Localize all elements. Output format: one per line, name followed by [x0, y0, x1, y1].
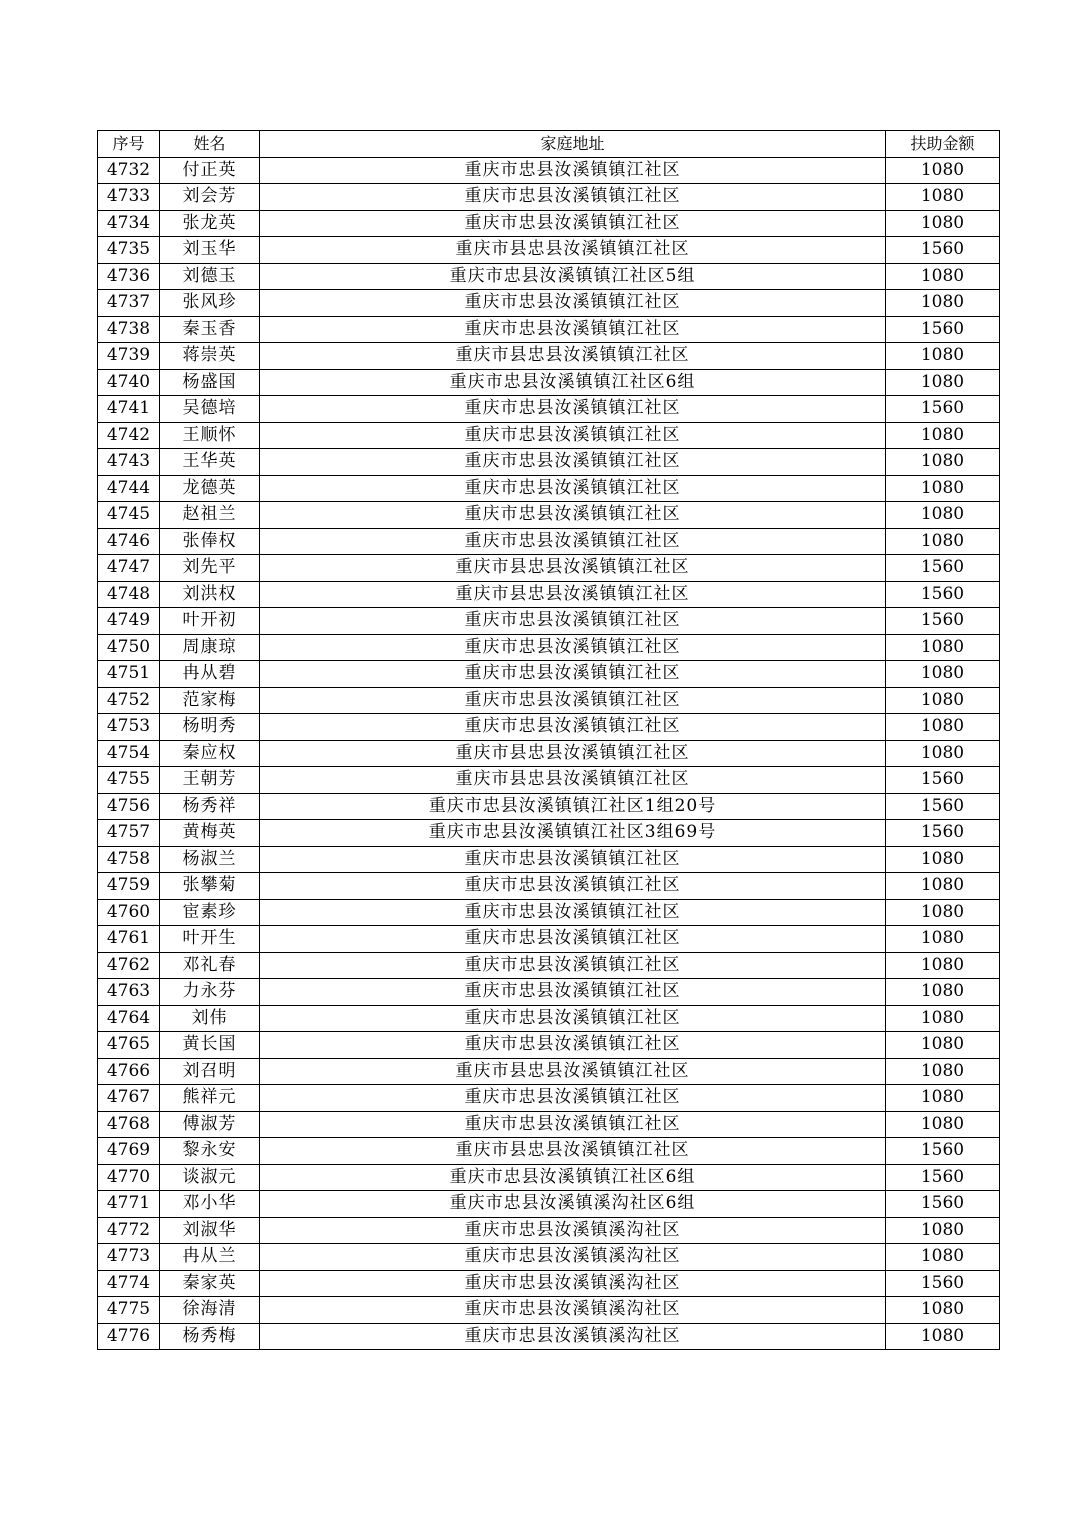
serial-number-cell: 4739 — [98, 343, 160, 370]
address-cell: 重庆市忠县汝溪镇溪沟社区 — [260, 1270, 886, 1297]
address-cell: 重庆市忠县汝溪镇镇江社区5组 — [260, 263, 886, 290]
serial-number-cell: 4773 — [98, 1244, 160, 1271]
serial-number-cell: 4749 — [98, 608, 160, 635]
address-cell: 重庆市忠县汝溪镇镇江社区3组69号 — [260, 820, 886, 847]
table-row — [98, 846, 1000, 873]
amount-cell: 1080 — [886, 475, 1000, 502]
amount-cell: 1080 — [886, 1297, 1000, 1324]
table-row — [98, 475, 1000, 502]
name-cell: 秦家英 — [160, 1270, 260, 1297]
address-cell: 重庆市忠县汝溪镇镇江社区 — [260, 184, 886, 211]
table-row — [98, 396, 1000, 423]
serial-number-cell: 4757 — [98, 820, 160, 847]
name-cell: 冉从兰 — [160, 1244, 260, 1271]
name-cell: 刘会芳 — [160, 184, 260, 211]
amount-cell: 1080 — [886, 873, 1000, 900]
address-cell: 重庆市县忠县汝溪镇镇江社区 — [260, 740, 886, 767]
serial-number-cell: 4747 — [98, 555, 160, 582]
amount-cell: 1560 — [886, 1270, 1000, 1297]
table-row — [98, 793, 1000, 820]
serial-number-cell: 4753 — [98, 714, 160, 741]
name-cell: 秦玉香 — [160, 316, 260, 343]
table-row — [98, 608, 1000, 635]
name-cell: 付正英 — [160, 157, 260, 184]
amount-cell: 1080 — [886, 634, 1000, 661]
amount-cell: 1080 — [886, 1032, 1000, 1059]
serial-number-cell: 4733 — [98, 184, 160, 211]
amount-cell: 1080 — [886, 1111, 1000, 1138]
table-row — [98, 767, 1000, 794]
amount-cell: 1080 — [886, 502, 1000, 529]
table-row — [98, 1217, 1000, 1244]
name-cell: 刘召明 — [160, 1058, 260, 1085]
amount-cell: 1080 — [886, 263, 1000, 290]
serial-number-cell: 4750 — [98, 634, 160, 661]
name-cell: 谈淑元 — [160, 1164, 260, 1191]
serial-number-cell: 4768 — [98, 1111, 160, 1138]
serial-number-cell: 4775 — [98, 1297, 160, 1324]
amount-cell: 1080 — [886, 1085, 1000, 1112]
serial-number-cell: 4767 — [98, 1085, 160, 1112]
serial-number-cell: 4740 — [98, 369, 160, 396]
serial-number-cell: 4752 — [98, 687, 160, 714]
amount-cell: 1080 — [886, 899, 1000, 926]
address-cell: 重庆市忠县汝溪镇镇江社区 — [260, 157, 886, 184]
amount-cell: 1080 — [886, 422, 1000, 449]
table-row — [98, 1191, 1000, 1218]
name-cell: 张攀菊 — [160, 873, 260, 900]
table-row — [98, 369, 1000, 396]
table-row — [98, 714, 1000, 741]
serial-number-cell: 4762 — [98, 952, 160, 979]
table-row — [98, 1032, 1000, 1059]
amount-cell: 1080 — [886, 1244, 1000, 1271]
name-cell: 蒋崇英 — [160, 343, 260, 370]
table-row — [98, 820, 1000, 847]
address-cell: 重庆市忠县汝溪镇镇江社区 — [260, 449, 886, 476]
serial-number-cell: 4743 — [98, 449, 160, 476]
address-cell: 重庆市忠县汝溪镇溪沟社区 — [260, 1323, 886, 1350]
serial-number-cell: 4746 — [98, 528, 160, 555]
assistance-roster-table — [97, 130, 1000, 1350]
name-cell: 王顺怀 — [160, 422, 260, 449]
amount-cell: 1560 — [886, 793, 1000, 820]
name-cell: 叶开生 — [160, 926, 260, 953]
amount-cell: 1080 — [886, 210, 1000, 237]
table-row — [98, 926, 1000, 953]
address-cell: 重庆市忠县汝溪镇镇江社区 — [260, 475, 886, 502]
table-row — [98, 1058, 1000, 1085]
table-row — [98, 1111, 1000, 1138]
name-cell: 熊祥元 — [160, 1085, 260, 1112]
name-cell: 龙德英 — [160, 475, 260, 502]
amount-cell: 1560 — [886, 767, 1000, 794]
table-row — [98, 1085, 1000, 1112]
address-cell: 重庆市忠县汝溪镇溪沟社区 — [260, 1244, 886, 1271]
table-row — [98, 502, 1000, 529]
name-cell: 张风珍 — [160, 290, 260, 317]
name-cell: 宦素珍 — [160, 899, 260, 926]
address-cell: 重庆市忠县汝溪镇镇江社区 — [260, 634, 886, 661]
address-cell: 重庆市忠县汝溪镇镇江社区 — [260, 422, 886, 449]
table-row — [98, 316, 1000, 343]
serial-number-cell: 4732 — [98, 157, 160, 184]
name-cell: 杨明秀 — [160, 714, 260, 741]
address-cell: 重庆市忠县汝溪镇镇江社区 — [260, 528, 886, 555]
name-cell: 黄梅英 — [160, 820, 260, 847]
name-cell: 邓小华 — [160, 1191, 260, 1218]
amount-cell: 1080 — [886, 979, 1000, 1006]
table-row — [98, 157, 1000, 184]
address-cell: 重庆市忠县汝溪镇镇江社区 — [260, 1085, 886, 1112]
table-row — [98, 952, 1000, 979]
table-row — [98, 237, 1000, 264]
address-cell: 重庆市县忠县汝溪镇镇江社区 — [260, 1138, 886, 1165]
amount-cell: 1080 — [886, 184, 1000, 211]
amount-cell: 1080 — [886, 369, 1000, 396]
amount-cell: 1080 — [886, 1005, 1000, 1032]
address-cell: 重庆市忠县汝溪镇镇江社区 — [260, 502, 886, 529]
serial-number-cell: 4751 — [98, 661, 160, 688]
name-cell: 张龙英 — [160, 210, 260, 237]
amount-cell: 1560 — [886, 820, 1000, 847]
table-row — [98, 581, 1000, 608]
serial-number-cell: 4734 — [98, 210, 160, 237]
address-cell: 重庆市县忠县汝溪镇镇江社区 — [260, 581, 886, 608]
header-assistance-amount: 扶助金额 — [886, 131, 1000, 158]
amount-cell: 1560 — [886, 555, 1000, 582]
name-cell: 力永芬 — [160, 979, 260, 1006]
serial-number-cell: 4774 — [98, 1270, 160, 1297]
name-cell: 周康琼 — [160, 634, 260, 661]
amount-cell: 1080 — [886, 343, 1000, 370]
table-row — [98, 979, 1000, 1006]
serial-number-cell: 4742 — [98, 422, 160, 449]
name-cell: 刘德玉 — [160, 263, 260, 290]
serial-number-cell: 4748 — [98, 581, 160, 608]
amount-cell: 1560 — [886, 581, 1000, 608]
table-row — [98, 740, 1000, 767]
table-row — [98, 290, 1000, 317]
address-cell: 重庆市忠县汝溪镇镇江社区 — [260, 926, 886, 953]
name-cell: 秦应权 — [160, 740, 260, 767]
table-row — [98, 634, 1000, 661]
name-cell: 刘玉华 — [160, 237, 260, 264]
serial-number-cell: 4759 — [98, 873, 160, 900]
amount-cell: 1080 — [886, 290, 1000, 317]
address-cell: 重庆市忠县汝溪镇镇江社区 — [260, 396, 886, 423]
table-body — [98, 157, 1000, 1350]
serial-number-cell: 4754 — [98, 740, 160, 767]
address-cell: 重庆市县忠县汝溪镇镇江社区 — [260, 343, 886, 370]
name-cell: 杨淑兰 — [160, 846, 260, 873]
name-cell: 黄长国 — [160, 1032, 260, 1059]
table-row — [98, 343, 1000, 370]
name-cell: 杨秀梅 — [160, 1323, 260, 1350]
amount-cell: 1080 — [886, 714, 1000, 741]
address-cell: 重庆市忠县汝溪镇镇江社区 — [260, 979, 886, 1006]
serial-number-cell: 4772 — [98, 1217, 160, 1244]
name-cell: 刘洪权 — [160, 581, 260, 608]
table-row — [98, 422, 1000, 449]
name-cell: 叶开初 — [160, 608, 260, 635]
serial-number-cell: 4756 — [98, 793, 160, 820]
table-row — [98, 263, 1000, 290]
name-cell: 黎永安 — [160, 1138, 260, 1165]
name-cell: 杨盛国 — [160, 369, 260, 396]
address-cell: 重庆市忠县汝溪镇镇江社区 — [260, 952, 886, 979]
table-row — [98, 1297, 1000, 1324]
amount-cell: 1560 — [886, 237, 1000, 264]
address-cell: 重庆市忠县汝溪镇溪沟社区 — [260, 1297, 886, 1324]
table-row — [98, 687, 1000, 714]
table-row — [98, 1138, 1000, 1165]
header-serial-number: 序号 — [98, 131, 160, 158]
amount-cell: 1080 — [886, 449, 1000, 476]
serial-number-cell: 4769 — [98, 1138, 160, 1165]
name-cell: 邓礼春 — [160, 952, 260, 979]
name-cell: 张俸权 — [160, 528, 260, 555]
address-cell: 重庆市忠县汝溪镇镇江社区 — [260, 316, 886, 343]
table-row — [98, 873, 1000, 900]
amount-cell: 1560 — [886, 1138, 1000, 1165]
amount-cell: 1080 — [886, 1217, 1000, 1244]
amount-cell: 1080 — [886, 952, 1000, 979]
serial-number-cell: 4741 — [98, 396, 160, 423]
table-row — [98, 1005, 1000, 1032]
address-cell: 重庆市忠县汝溪镇镇江社区 — [260, 899, 886, 926]
address-cell: 重庆市县忠县汝溪镇镇江社区 — [260, 767, 886, 794]
serial-number-cell: 4744 — [98, 475, 160, 502]
name-cell: 王朝芳 — [160, 767, 260, 794]
name-cell: 刘伟 — [160, 1005, 260, 1032]
address-cell: 重庆市忠县汝溪镇镇江社区 — [260, 714, 886, 741]
address-cell: 重庆市忠县汝溪镇镇江社区 — [260, 1111, 886, 1138]
name-cell: 傅淑芳 — [160, 1111, 260, 1138]
table-row — [98, 1244, 1000, 1271]
serial-number-cell: 4766 — [98, 1058, 160, 1085]
amount-cell: 1560 — [886, 316, 1000, 343]
serial-number-cell: 4771 — [98, 1191, 160, 1218]
serial-number-cell: 4761 — [98, 926, 160, 953]
name-cell: 吴德培 — [160, 396, 260, 423]
amount-cell: 1080 — [886, 661, 1000, 688]
amount-cell: 1560 — [886, 1191, 1000, 1218]
address-cell: 重庆市忠县汝溪镇镇江社区 — [260, 210, 886, 237]
address-cell: 重庆市忠县汝溪镇镇江社区 — [260, 873, 886, 900]
amount-cell: 1080 — [886, 740, 1000, 767]
name-cell: 冉从碧 — [160, 661, 260, 688]
amount-cell: 1080 — [886, 157, 1000, 184]
address-cell: 重庆市忠县汝溪镇镇江社区 — [260, 687, 886, 714]
address-cell: 重庆市忠县汝溪镇镇江社区6组 — [260, 369, 886, 396]
serial-number-cell: 4760 — [98, 899, 160, 926]
header-name: 姓名 — [160, 131, 260, 158]
name-cell: 刘淑华 — [160, 1217, 260, 1244]
serial-number-cell: 4735 — [98, 237, 160, 264]
amount-cell: 1080 — [886, 926, 1000, 953]
name-cell: 范家梅 — [160, 687, 260, 714]
table-row — [98, 528, 1000, 555]
amount-cell: 1080 — [886, 846, 1000, 873]
table-row — [98, 899, 1000, 926]
address-cell: 重庆市忠县汝溪镇镇江社区 — [260, 290, 886, 317]
address-cell: 重庆市忠县汝溪镇镇江社区1组20号 — [260, 793, 886, 820]
table-row — [98, 1323, 1000, 1350]
address-cell: 重庆市忠县汝溪镇镇江社区 — [260, 608, 886, 635]
table-row — [98, 1270, 1000, 1297]
header-row — [98, 131, 1000, 158]
name-cell: 徐海清 — [160, 1297, 260, 1324]
amount-cell: 1560 — [886, 608, 1000, 635]
serial-number-cell: 4758 — [98, 846, 160, 873]
table-row — [98, 555, 1000, 582]
table-row — [98, 449, 1000, 476]
serial-number-cell: 4776 — [98, 1323, 160, 1350]
header-home-address: 家庭地址 — [260, 131, 886, 158]
amount-cell: 1080 — [886, 528, 1000, 555]
amount-cell: 1560 — [886, 1164, 1000, 1191]
address-cell: 重庆市县忠县汝溪镇镇江社区 — [260, 237, 886, 264]
table-row — [98, 210, 1000, 237]
amount-cell: 1080 — [886, 1323, 1000, 1350]
address-cell: 重庆市忠县汝溪镇溪沟社区6组 — [260, 1191, 886, 1218]
address-cell: 重庆市县忠县汝溪镇镇江社区 — [260, 555, 886, 582]
amount-cell: 1080 — [886, 687, 1000, 714]
serial-number-cell: 4764 — [98, 1005, 160, 1032]
serial-number-cell: 4763 — [98, 979, 160, 1006]
table-header — [98, 131, 1000, 158]
serial-number-cell: 4738 — [98, 316, 160, 343]
name-cell: 王华英 — [160, 449, 260, 476]
serial-number-cell: 4736 — [98, 263, 160, 290]
address-cell: 重庆市忠县汝溪镇镇江社区 — [260, 1005, 886, 1032]
table-row — [98, 661, 1000, 688]
serial-number-cell: 4745 — [98, 502, 160, 529]
serial-number-cell: 4755 — [98, 767, 160, 794]
address-cell: 重庆市忠县汝溪镇溪沟社区 — [260, 1217, 886, 1244]
table-row — [98, 184, 1000, 211]
address-cell: 重庆市县忠县汝溪镇镇江社区 — [260, 1058, 886, 1085]
address-cell: 重庆市忠县汝溪镇镇江社区 — [260, 1032, 886, 1059]
amount-cell: 1560 — [886, 396, 1000, 423]
amount-cell: 1080 — [886, 1058, 1000, 1085]
name-cell: 杨秀祥 — [160, 793, 260, 820]
address-cell: 重庆市忠县汝溪镇镇江社区 — [260, 846, 886, 873]
serial-number-cell: 4770 — [98, 1164, 160, 1191]
address-cell: 重庆市忠县汝溪镇镇江社区6组 — [260, 1164, 886, 1191]
serial-number-cell: 4737 — [98, 290, 160, 317]
address-cell: 重庆市忠县汝溪镇镇江社区 — [260, 661, 886, 688]
name-cell: 刘先平 — [160, 555, 260, 582]
table-row — [98, 1164, 1000, 1191]
name-cell: 赵祖兰 — [160, 502, 260, 529]
serial-number-cell: 4765 — [98, 1032, 160, 1059]
